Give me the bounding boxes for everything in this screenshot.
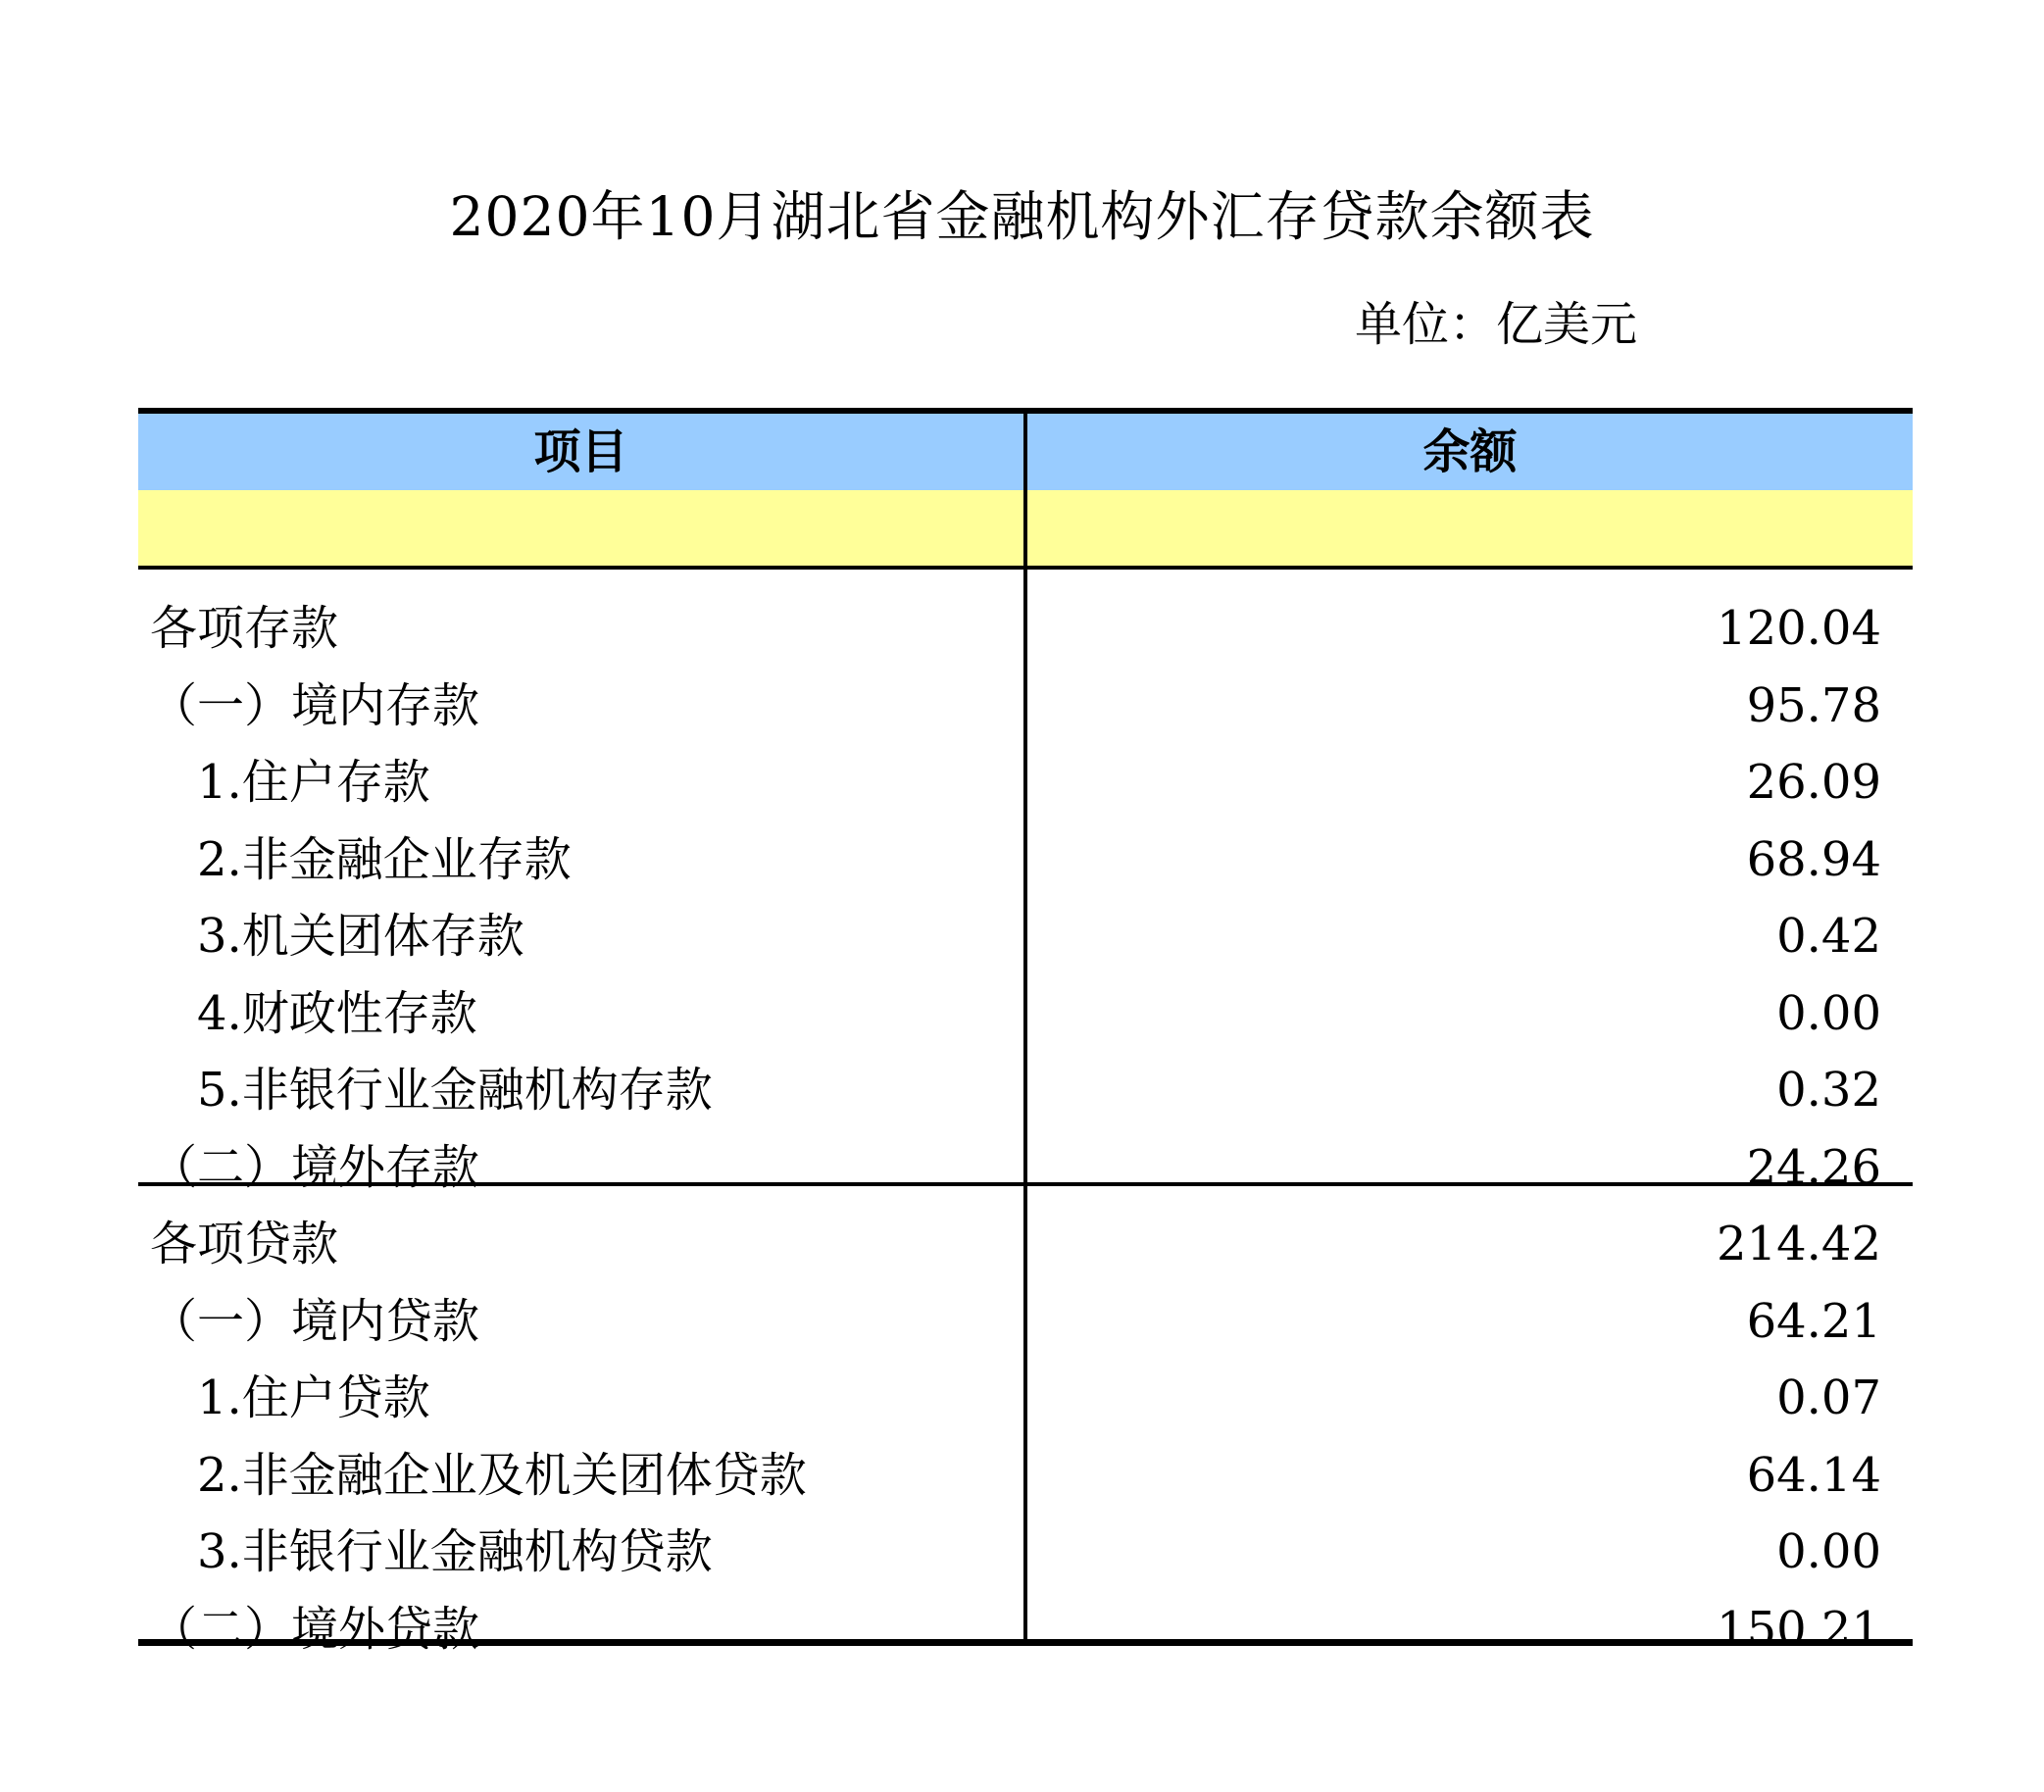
table-row: [138, 1369, 1913, 1446]
row-value: 95.78: [1746, 677, 1881, 733]
unit-label: 单位：亿美元: [1354, 297, 1637, 352]
row-value: 0.00: [1776, 985, 1881, 1041]
row-value: 26.09: [1746, 755, 1881, 810]
table-row: [138, 1215, 1913, 1292]
table-row: [138, 1446, 1913, 1523]
table-row: [138, 676, 1913, 754]
row-label: （一）境内存款: [150, 677, 480, 733]
row-label: 4.财政性存款: [197, 985, 477, 1041]
row-label: （一）境内贷款: [150, 1293, 480, 1349]
row-label: 5.非银行业金融机构存款: [197, 1063, 713, 1118]
row-label: 1.住户贷款: [197, 1370, 430, 1425]
table-row: [138, 1522, 1913, 1600]
table-row: [138, 1138, 1913, 1216]
row-value: 24.26: [1746, 1139, 1881, 1195]
table-row: [138, 1061, 1913, 1138]
table-row: [138, 1600, 1913, 1677]
row-value: 150.21: [1717, 1601, 1881, 1657]
row-value: 64.21: [1746, 1293, 1881, 1349]
row-label: （二）境外存款: [150, 1139, 480, 1195]
header-item: 项目: [533, 424, 628, 479]
table-body: [138, 599, 1913, 1676]
row-value: 0.07: [1776, 1370, 1881, 1425]
row-label: 3.机关团体存款: [197, 909, 524, 964]
row-value: 0.42: [1776, 909, 1881, 964]
row-label: 3.非银行业金融机构贷款: [197, 1524, 713, 1579]
row-value: 0.00: [1776, 1524, 1881, 1579]
table-row: [138, 830, 1913, 908]
row-value: 214.42: [1717, 1217, 1881, 1271]
row-value: 0.32: [1776, 1063, 1881, 1118]
table-row: [138, 984, 1913, 1062]
table-row: [138, 907, 1913, 984]
header-balance: 余额: [1422, 424, 1518, 479]
row-label: 各项存款: [150, 601, 339, 656]
row-value: 68.94: [1746, 831, 1881, 887]
page-title: 2020年10月湖北省金融机构外汇存贷款余额表: [449, 185, 1595, 248]
row-label: 2.非金融企业及机关团体贷款: [197, 1447, 807, 1503]
table-row: [138, 753, 1913, 830]
row-value: 64.14: [1746, 1447, 1881, 1503]
table-row: [138, 599, 1913, 676]
table-row: [138, 1292, 1913, 1369]
row-label: 1.住户存款: [197, 755, 430, 810]
row-value: 120.04: [1717, 601, 1881, 656]
row-label: 各项贷款: [150, 1217, 339, 1271]
row-label: （二）境外贷款: [150, 1601, 480, 1657]
row-label: 2.非金融企业存款: [197, 831, 572, 887]
